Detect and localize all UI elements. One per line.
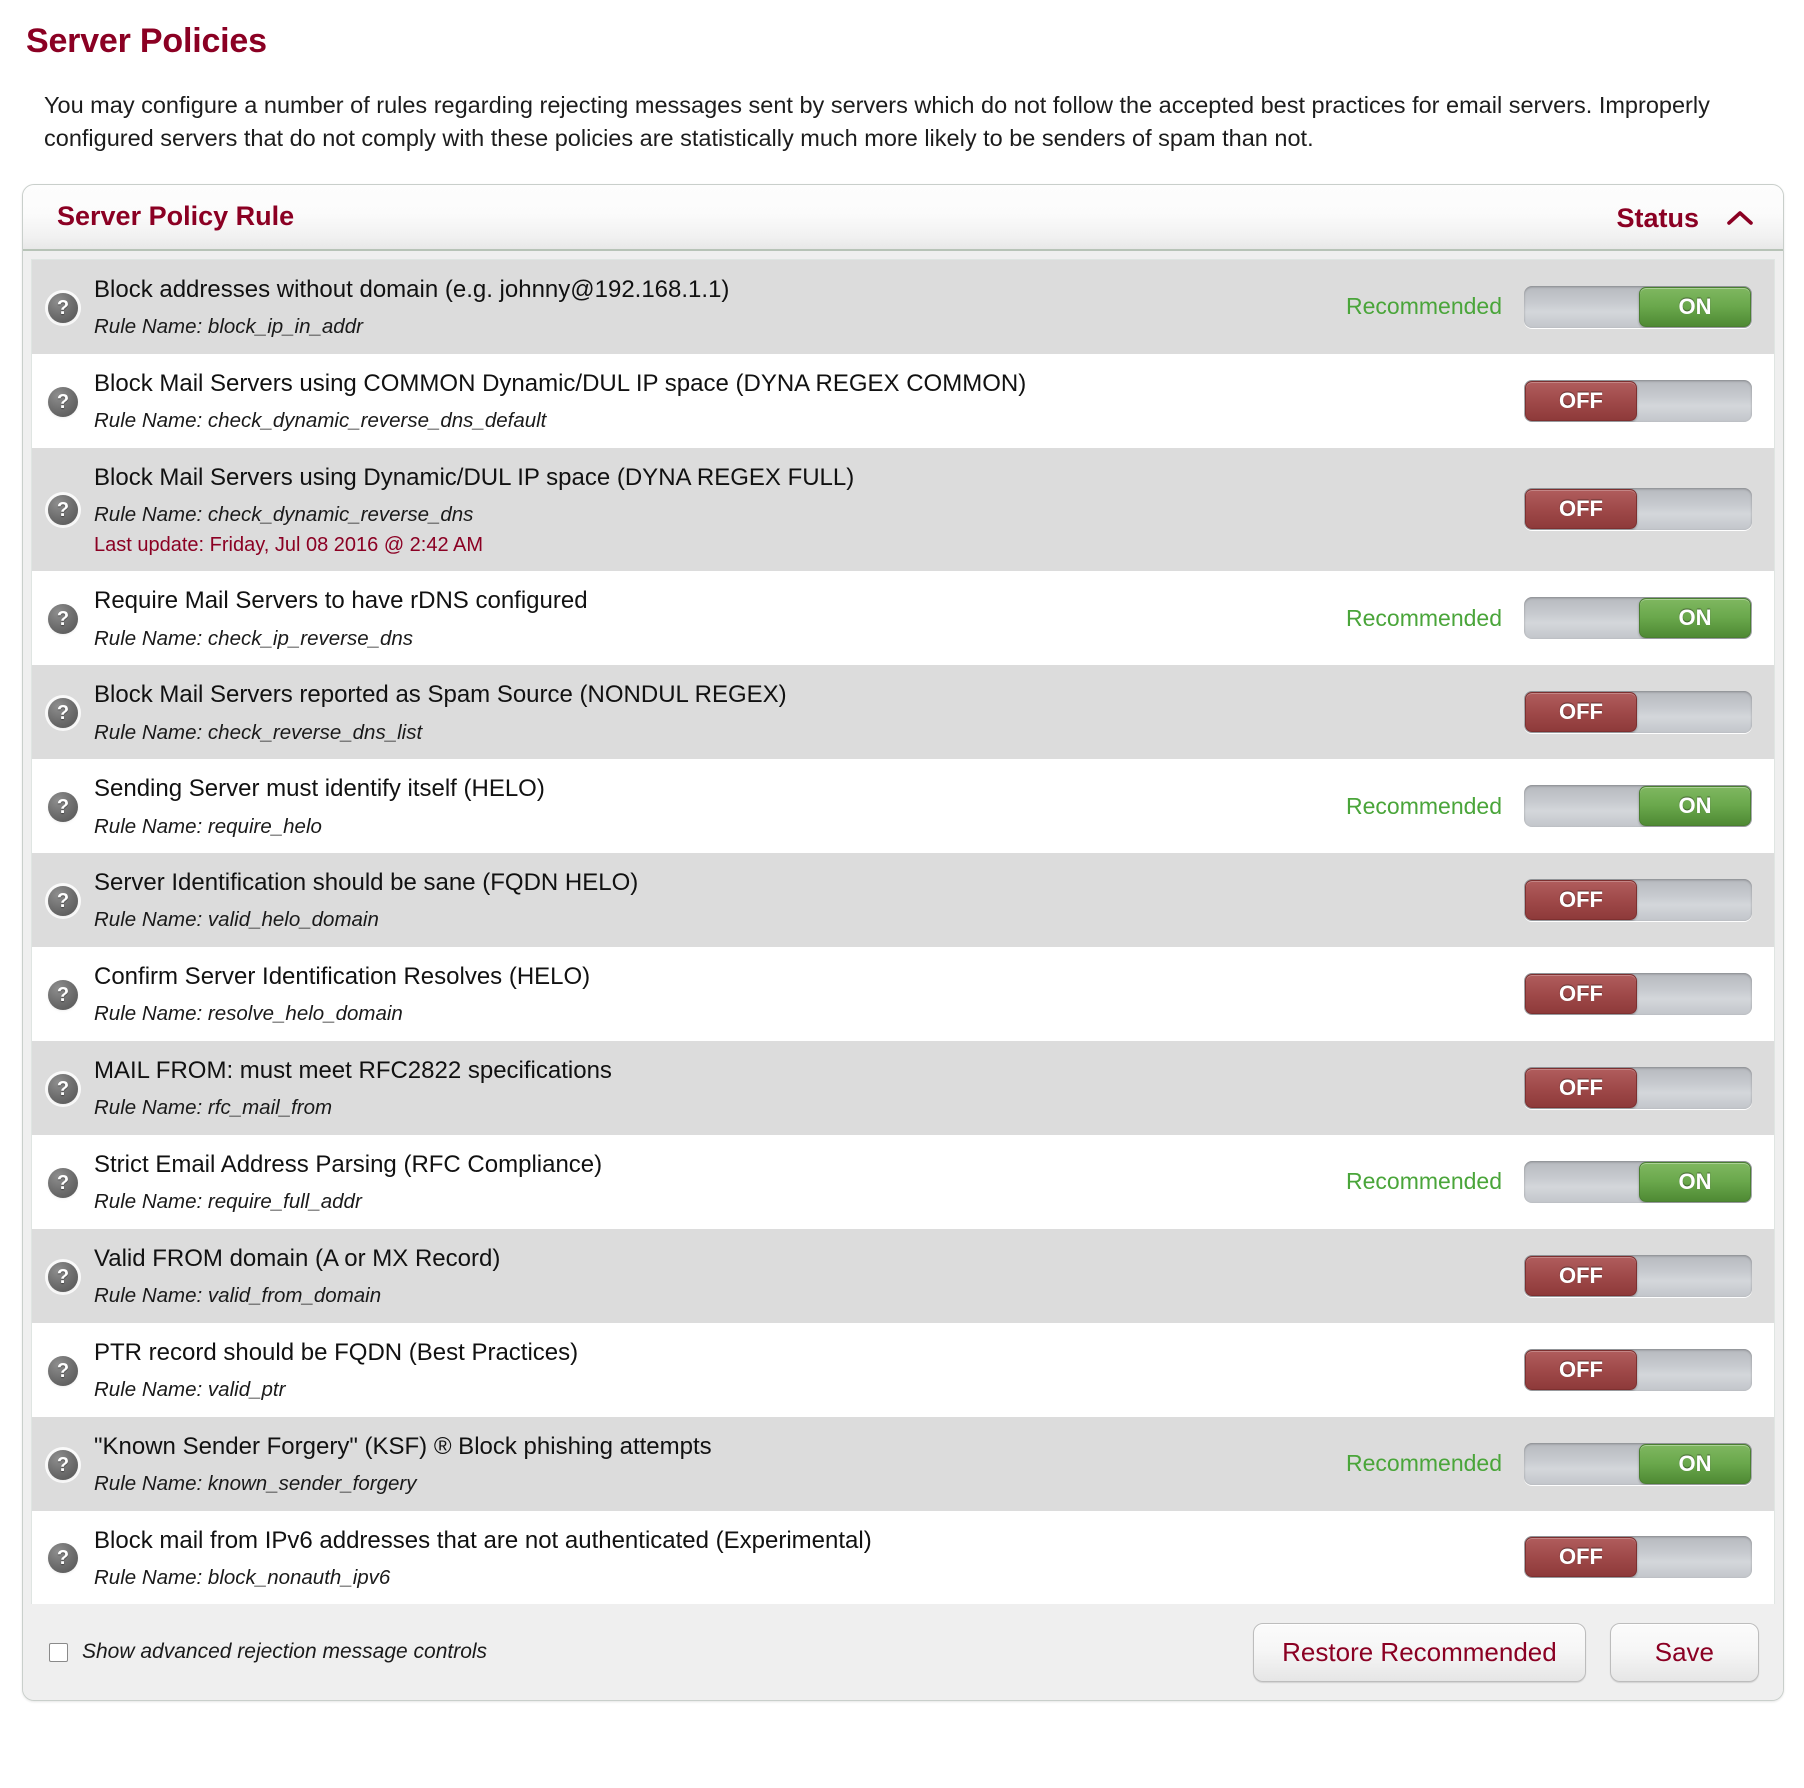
rule-label: PTR record should be FQDN (Best Practices) [94, 1338, 579, 1366]
rule-text-cell [94, 947, 1294, 1041]
help-cell [32, 260, 94, 354]
table-row [32, 1229, 1774, 1323]
help-question-icon[interactable]: ? [48, 293, 78, 323]
table-row [32, 759, 1774, 853]
rule-last-update: Last update: Friday, Jul 08 2016 @ 2:42 AM [94, 534, 484, 557]
rule-label: Block mail from IPv6 addresses that are not authenticated (Experimental) [94, 1526, 872, 1554]
rule-text-cell [94, 1041, 1294, 1135]
help-cell [32, 1041, 94, 1135]
help-question-icon[interactable]: ? [48, 495, 78, 525]
rule-name: Rule Name: check_dynamic_reverse_dns [94, 502, 474, 526]
status-toggle-off[interactable] [1524, 488, 1752, 530]
toggle-knob-label: ON [1639, 287, 1751, 327]
recommended-badge: Recommended [1346, 1168, 1502, 1195]
panel-footer [23, 1604, 1783, 1700]
help-question-icon[interactable]: ? [48, 792, 78, 822]
advanced-controls-toggle[interactable] [49, 1640, 1253, 1664]
status-cell [1294, 1511, 1774, 1605]
help-question-icon[interactable]: ? [48, 1074, 78, 1104]
help-cell [32, 665, 94, 759]
page-title: Server Policies [26, 22, 267, 60]
table-row [32, 1511, 1774, 1605]
status-toggle-off[interactable] [1524, 879, 1752, 921]
rule-list [31, 259, 1775, 1605]
recommended-badge: Recommended [1346, 604, 1502, 631]
rule-name: Rule Name: valid_helo_domain [94, 908, 379, 932]
table-row [32, 571, 1774, 665]
show-advanced-label: Show advanced rejection message controls [82, 1640, 488, 1664]
status-cell [1294, 1135, 1774, 1229]
show-advanced-checkbox[interactable] [49, 1643, 68, 1662]
toggle-knob-label: OFF [1525, 489, 1637, 529]
status-toggle-off[interactable] [1524, 1255, 1752, 1297]
rule-label: Sending Server must identify itself (HELO) [94, 775, 545, 803]
toggle-knob-label: OFF [1525, 1537, 1637, 1577]
status-toggle-on[interactable] [1524, 785, 1752, 827]
help-question-icon[interactable]: ? [48, 698, 78, 728]
status-cell [1294, 1417, 1774, 1511]
status-toggle-on[interactable] [1524, 286, 1752, 328]
rule-text-cell [94, 853, 1294, 947]
table-row [32, 1041, 1774, 1135]
status-cell [1294, 1041, 1774, 1135]
help-cell [32, 1511, 94, 1605]
toggle-knob-label: ON [1639, 786, 1751, 826]
rule-text-cell [94, 1135, 1294, 1229]
status-toggle-on[interactable] [1524, 597, 1752, 639]
status-toggle-off[interactable] [1524, 380, 1752, 422]
help-cell [32, 853, 94, 947]
table-row [32, 354, 1774, 448]
rule-text-cell [94, 1229, 1294, 1323]
rule-label: Require Mail Servers to have rDNS configured [94, 587, 588, 615]
help-cell [32, 354, 94, 448]
status-cell [1294, 1229, 1774, 1323]
help-question-icon[interactable]: ? [48, 1262, 78, 1292]
status-toggle-off[interactable] [1524, 1349, 1752, 1391]
status-cell [1294, 260, 1774, 354]
status-toggle-off[interactable] [1524, 973, 1752, 1015]
status-cell [1294, 354, 1774, 448]
chevron-up-icon[interactable] [1725, 185, 1755, 251]
toggle-knob-label: OFF [1525, 1350, 1637, 1390]
recommended-badge: Recommended [1346, 1450, 1502, 1477]
help-cell [32, 1323, 94, 1417]
help-question-icon[interactable]: ? [48, 980, 78, 1010]
server-policy-panel [22, 184, 1784, 1702]
help-question-icon[interactable]: ? [48, 1450, 78, 1480]
rule-label: "Known Sender Forgery" (KSF) ® Block phishing attempts [94, 1432, 712, 1460]
page-intro-text: You may configure a number of rules regarding rejecting messages sent by servers which do not follow the accepted best practices for email servers. Improperly configured servers that do not comply with these policies are statistically much more likely to be senders of spam than not. [44, 92, 1710, 152]
help-cell [32, 947, 94, 1041]
rule-label: Valid FROM domain (A or MX Record) [94, 1244, 501, 1272]
status-cell [1294, 947, 1774, 1041]
rule-text-cell [94, 665, 1294, 759]
rule-label: MAIL FROM: must meet RFC2822 specifications [94, 1056, 612, 1084]
rule-name: Rule Name: valid_ptr [94, 1378, 286, 1401]
help-cell [32, 448, 94, 572]
toggle-knob-label: OFF [1525, 1068, 1637, 1108]
rule-text-cell [94, 354, 1294, 448]
help-question-icon[interactable]: ? [48, 1168, 78, 1198]
help-cell [32, 1135, 94, 1229]
help-cell [32, 1417, 94, 1511]
toggle-knob-label: ON [1639, 1444, 1751, 1484]
help-question-icon[interactable]: ? [48, 1543, 78, 1573]
table-row [32, 853, 1774, 947]
table-row [32, 947, 1774, 1041]
toggle-knob-label: OFF [1525, 381, 1637, 421]
rule-label: Block Mail Servers reported as Spam Source (NONDUL REGEX) [94, 681, 787, 709]
status-cell [1294, 571, 1774, 665]
rule-name: Rule Name: require_full_addr [94, 1190, 362, 1214]
rule-label: Block Mail Servers using Dynamic/DUL IP space (DYNA REGEX FULL) [94, 463, 855, 491]
save-button[interactable]: Save [1610, 1623, 1759, 1682]
rule-text-cell [94, 1511, 1294, 1605]
rule-label: Confirm Server Identification Resolves (HELO) [94, 963, 591, 991]
restore-recommended-button[interactable]: Restore Recommended [1253, 1623, 1586, 1682]
rule-name: Rule Name: block_ip_in_addr [94, 315, 363, 339]
status-cell [1294, 665, 1774, 759]
footer-button-group [1253, 1623, 1759, 1682]
rule-name: Rule Name: block_nonauth_ipv6 [94, 1565, 391, 1589]
status-cell [1294, 759, 1774, 853]
help-question-icon[interactable]: ? [48, 604, 78, 634]
rule-label: Strict Email Address Parsing (RFC Compliance) [94, 1150, 603, 1178]
toggle-knob-label: OFF [1525, 880, 1637, 920]
status-toggle-off[interactable] [1524, 1067, 1752, 1109]
help-question-icon[interactable]: ? [48, 886, 78, 916]
rule-name: Rule Name: valid_from_domain [94, 1284, 382, 1308]
table-row [32, 1323, 1774, 1417]
rule-text-cell [94, 571, 1294, 665]
status-toggle-on[interactable] [1524, 1161, 1752, 1203]
toggle-knob-label: ON [1639, 598, 1751, 638]
rule-label: Block Mail Servers using COMMON Dynamic/DUL IP space (DYNA REGEX COMMON) [94, 369, 1027, 397]
table-row [32, 1417, 1774, 1511]
column-header-rule: Server Policy Rule [57, 201, 295, 232]
rule-name: Rule Name: require_helo [94, 814, 322, 838]
table-row [32, 665, 1774, 759]
rule-label: Block addresses without domain (e.g. johnny@192.168.1.1) [94, 275, 730, 303]
rule-text-cell [94, 1417, 1294, 1511]
table-row [32, 260, 1774, 354]
table-row [32, 448, 1774, 572]
status-cell [1294, 448, 1774, 572]
status-cell [1294, 853, 1774, 947]
rule-text-cell [94, 448, 1294, 572]
column-header-status: Status [1616, 202, 1699, 233]
help-cell [32, 1229, 94, 1323]
help-cell [32, 571, 94, 665]
rule-name: Rule Name: rfc_mail_from [94, 1096, 333, 1120]
rule-name: Rule Name: check_dynamic_reverse_dns_default [94, 408, 547, 432]
rule-text-cell [94, 260, 1294, 354]
rule-text-cell [94, 759, 1294, 853]
rule-name: Rule Name: known_sender_forgery [94, 1471, 417, 1495]
rule-name: Rule Name: check_reverse_dns_list [94, 720, 423, 744]
panel-header[interactable] [23, 185, 1783, 251]
status-toggle-on[interactable] [1524, 1443, 1752, 1485]
recommended-badge: Recommended [1346, 293, 1502, 320]
rule-name: Rule Name: check_ip_reverse_dns [94, 626, 414, 650]
rule-name: Rule Name: resolve_helo_domain [94, 1002, 403, 1026]
toggle-knob-label: OFF [1525, 974, 1637, 1014]
status-cell [1294, 1323, 1774, 1417]
rule-label: Server Identification should be sane (FQDN HELO) [94, 869, 639, 897]
toggle-knob-label: ON [1639, 1162, 1751, 1202]
table-row [32, 1135, 1774, 1229]
help-question-icon[interactable]: ? [48, 1356, 78, 1386]
recommended-badge: Recommended [1346, 792, 1502, 819]
rule-text-cell [94, 1323, 1294, 1417]
help-cell [32, 759, 94, 853]
help-question-icon[interactable]: ? [48, 387, 78, 417]
toggle-knob-label: OFF [1525, 1256, 1637, 1296]
status-toggle-off[interactable] [1524, 1536, 1752, 1578]
toggle-knob-label: OFF [1525, 692, 1637, 732]
status-toggle-off[interactable] [1524, 691, 1752, 733]
